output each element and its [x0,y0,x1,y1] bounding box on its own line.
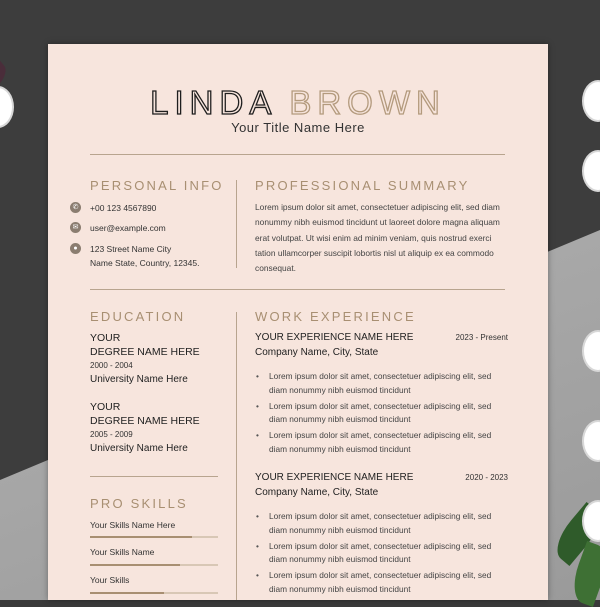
degree-line1: YOUR [90,332,121,344]
skill-bar [90,592,218,594]
skill-label: Your Skills [90,575,130,585]
summary-text: Lorem ipsum dolor sit amet, consectetuer adipiscing elit, sed diam nonummy nibh euismod tincidunt ut laoreet dolore magna aliquam erat volutpat. Ut wisi enim ad minim veniam, quis nostrud exerci tation ullamcorper suscipit lobortis nisl ut aliquip ex ea commodo consequat. [255,202,500,274]
location-pin-icon: ● [70,243,81,254]
divider [90,476,218,477]
job-bullet: • Lorem ipsum dolor sit amet, consectetuer adipiscing elit, sed diam nonummy nibh euismod tincidunt [255,510,508,537]
skills-heading: PRO SKILLS [90,496,188,511]
phone-text: +00 123 4567890 [90,203,157,213]
divider [90,289,505,290]
job-bullets [255,510,508,596]
job-bullet: • Lorem ipsum dolor sit amet, consectetuer adipiscing elit, sed diam nonummy nibh euismod tincidunt [255,429,508,456]
degree-years: 2005 - 2009 [90,430,133,439]
skill-bar-fill [90,564,180,566]
job-bullet: • Lorem ipsum dolor sit amet, consectetuer adipiscing elit, sed diam nonummy nibh euismod tincidunt [255,370,508,397]
education-item [90,400,200,456]
job-title: Your Title Name Here [231,120,365,135]
skill-bar [90,536,218,538]
job-company: Company Name, City, State [255,347,379,358]
skill-label: Your Skills Name [90,547,155,557]
skill-label: Your Skills Name Here [90,520,176,530]
job-bullets [255,370,508,456]
phone-icon: ✆ [70,202,81,213]
first-name: LINDA [150,84,278,121]
skill-bar-fill [90,536,192,538]
university-name: University Name Here [90,374,188,385]
column-divider [236,180,237,268]
address-line1: 123 Street Name City [90,244,172,254]
education-heading: EDUCATION [90,309,186,324]
email-icon: ✉ [70,222,81,233]
university-name: University Name Here [90,443,188,454]
column-divider [236,312,237,600]
email-text: user@example.com [90,223,166,233]
skill-bar-fill [90,592,164,594]
degree-line1: YOUR [90,401,121,413]
job-bullet: • Lorem ipsum dolor sit amet, consectetuer adipiscing elit, sed diam nonummy nibh euismod tincidunt [255,569,508,596]
job-company: Company Name, City, State [255,487,379,498]
personal-info-heading: PERSONAL INFO [90,178,224,193]
degree-line2: DEGREE NAME HERE [90,346,200,358]
education-item [90,331,200,387]
last-name: BROWN [289,84,446,121]
job-dates: 2020 - 2023 [465,473,508,482]
skill-bar [90,564,218,566]
job-title: YOUR EXPERIENCE NAME HERE [255,332,414,343]
degree-line2: DEGREE NAME HERE [90,415,200,427]
degree-years: 2000 - 2004 [90,361,133,370]
resume-page [48,44,548,600]
job-entry [255,332,508,459]
job-dates: 2023 - Present [455,333,508,342]
job-bullet: • Lorem ipsum dolor sit amet, consectetuer adipiscing elit, sed diam nonummy nibh euismod tincidunt [255,400,508,427]
address-row [73,242,200,270]
summary-heading: PROFESSIONAL SUMMARY [255,178,470,193]
job-entry [255,472,508,599]
email-row [72,221,166,235]
resume-name [48,84,548,122]
experience-heading: WORK EXPERIENCE [255,309,416,324]
job-title: YOUR EXPERIENCE NAME HERE [255,472,414,483]
divider [90,154,505,155]
address-line2: Name State, Country, 12345. [90,258,200,268]
job-bullet: • Lorem ipsum dolor sit amet, consectetuer adipiscing elit, sed diam nonummy nibh euismod tincidunt [255,540,508,567]
phone-row [72,201,157,215]
